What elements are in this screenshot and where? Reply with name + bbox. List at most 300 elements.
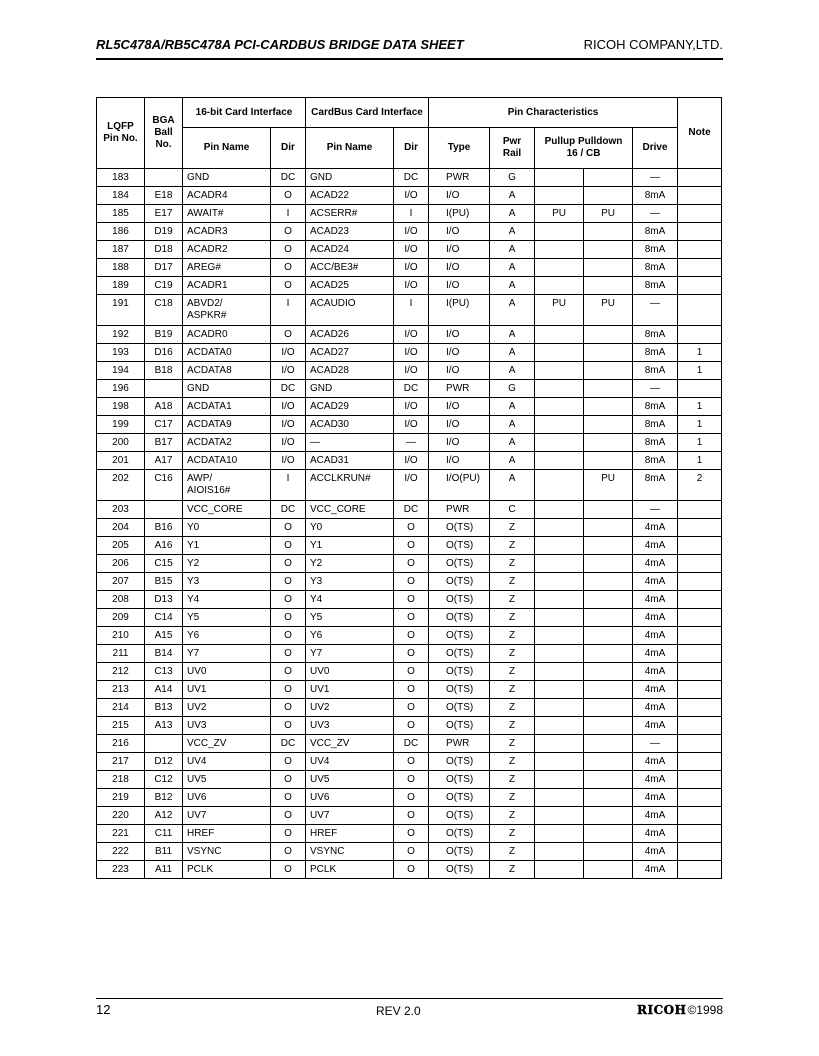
table-row xyxy=(97,295,722,326)
cell-bga: A11 xyxy=(145,861,183,879)
cell-pin-name-cb: ACAD28 xyxy=(306,362,394,380)
cell-lqfp: 221 xyxy=(97,825,145,843)
cell-pull-cb xyxy=(584,771,633,789)
cell-drive: 4mA xyxy=(633,843,678,861)
cell-pin-name-16: ACADR3 xyxy=(183,223,271,241)
table-row xyxy=(97,434,722,452)
header-lqfp: LQFP Pin No. xyxy=(97,98,145,169)
cell-drive: 4mA xyxy=(633,699,678,717)
cell-pwr-rail: Z xyxy=(490,771,535,789)
cell-drive: 8mA xyxy=(633,344,678,362)
cell-bga: A17 xyxy=(145,452,183,470)
cell-type: I/O xyxy=(429,187,490,205)
cell-dir-16: O xyxy=(271,663,306,681)
cell-type: O(TS) xyxy=(429,591,490,609)
cell-bga: B11 xyxy=(145,843,183,861)
cell-drive: 4mA xyxy=(633,753,678,771)
cell-type: I/O xyxy=(429,223,490,241)
cell-pwr-rail: Z xyxy=(490,753,535,771)
cell-pull-16 xyxy=(535,398,584,416)
cell-pin-name-16: ACADR1 xyxy=(183,277,271,295)
cell-dir-cb: DC xyxy=(394,380,429,398)
cell-drive: — xyxy=(633,169,678,187)
footer-copyright xyxy=(637,1003,723,1017)
cell-pwr-rail: G xyxy=(490,380,535,398)
cell-pwr-rail: A xyxy=(490,277,535,295)
table-row xyxy=(97,169,722,187)
table-row xyxy=(97,735,722,753)
cell-pwr-rail: Z xyxy=(490,861,535,879)
cell-pull-cb xyxy=(584,789,633,807)
cell-dir-cb: O xyxy=(394,717,429,735)
cell-dir-cb: O xyxy=(394,861,429,879)
cell-type: O(TS) xyxy=(429,753,490,771)
cell-note xyxy=(678,259,722,277)
cell-pin-name-16: UV7 xyxy=(183,807,271,825)
cell-drive: 4mA xyxy=(633,573,678,591)
cell-type: O(TS) xyxy=(429,789,490,807)
table-row xyxy=(97,362,722,380)
cell-dir-cb: O xyxy=(394,537,429,555)
cell-pull-16 xyxy=(535,344,584,362)
cell-dir-16: O xyxy=(271,277,306,295)
header-pin-characteristics: Pin Characteristics xyxy=(429,98,678,128)
cell-bga: C11 xyxy=(145,825,183,843)
cell-drive: — xyxy=(633,295,678,326)
header-pullup-pulldown: Pullup Pulldown 16 / CB xyxy=(535,128,633,169)
cell-bga: A13 xyxy=(145,717,183,735)
cell-pin-name-16: ACDATA0 xyxy=(183,344,271,362)
cell-dir-cb: O xyxy=(394,627,429,645)
cell-type: O(TS) xyxy=(429,843,490,861)
cell-type: I(PU) xyxy=(429,205,490,223)
table-row xyxy=(97,241,722,259)
cell-dir-16: I/O xyxy=(271,452,306,470)
cell-drive: 4mA xyxy=(633,609,678,627)
cell-bga: B13 xyxy=(145,699,183,717)
cell-type: I/O xyxy=(429,241,490,259)
table-row xyxy=(97,223,722,241)
cell-pull-16 xyxy=(535,699,584,717)
cell-pull-cb xyxy=(584,187,633,205)
cell-pin-name-cb: ACAD31 xyxy=(306,452,394,470)
cell-lqfp: 201 xyxy=(97,452,145,470)
cell-pull-16 xyxy=(535,825,584,843)
cell-dir-cb: O xyxy=(394,825,429,843)
cell-pull-cb xyxy=(584,681,633,699)
cell-pull-cb xyxy=(584,259,633,277)
cell-pull-cb xyxy=(584,169,633,187)
cell-pwr-rail: Z xyxy=(490,537,535,555)
cell-lqfp: 218 xyxy=(97,771,145,789)
cell-pull-cb xyxy=(584,573,633,591)
cell-dir-16: O xyxy=(271,645,306,663)
cell-note xyxy=(678,555,722,573)
cell-dir-cb: O xyxy=(394,807,429,825)
cell-dir-cb: O xyxy=(394,771,429,789)
cell-drive: 4mA xyxy=(633,555,678,573)
cell-lqfp: 206 xyxy=(97,555,145,573)
cell-pin-name-cb: PCLK xyxy=(306,861,394,879)
cell-note xyxy=(678,699,722,717)
cell-pull-cb xyxy=(584,609,633,627)
cell-dir-16: O xyxy=(271,519,306,537)
cell-dir-16: O xyxy=(271,555,306,573)
cell-type: O(TS) xyxy=(429,825,490,843)
cell-lqfp: 194 xyxy=(97,362,145,380)
cell-dir-16: O xyxy=(271,699,306,717)
cell-lqfp: 196 xyxy=(97,380,145,398)
cell-note xyxy=(678,591,722,609)
cell-type: I/O xyxy=(429,326,490,344)
cell-pin-name-cb: VCC_CORE xyxy=(306,501,394,519)
cell-pin-name-cb: Y5 xyxy=(306,609,394,627)
cell-dir-cb: I/O xyxy=(394,187,429,205)
cell-pull-cb xyxy=(584,398,633,416)
cell-note: 1 xyxy=(678,416,722,434)
cell-drive: 8mA xyxy=(633,326,678,344)
cell-type: O(TS) xyxy=(429,537,490,555)
cell-lqfp: 223 xyxy=(97,861,145,879)
cell-type: I/O xyxy=(429,452,490,470)
cell-pwr-rail: Z xyxy=(490,807,535,825)
cell-pull-cb xyxy=(584,591,633,609)
cell-pull-16 xyxy=(535,470,584,501)
cell-pull-16 xyxy=(535,519,584,537)
cell-pwr-rail: A xyxy=(490,259,535,277)
cell-type: O(TS) xyxy=(429,627,490,645)
cell-type: PWR xyxy=(429,735,490,753)
cell-pwr-rail: Z xyxy=(490,681,535,699)
cell-pwr-rail: C xyxy=(490,501,535,519)
cell-drive: 8mA xyxy=(633,416,678,434)
cell-drive: 4mA xyxy=(633,627,678,645)
header-cardbus-card: CardBus Card Interface xyxy=(306,98,429,128)
cell-pin-name-16: UV1 xyxy=(183,681,271,699)
cell-pull-cb xyxy=(584,735,633,753)
cell-pull-16 xyxy=(535,735,584,753)
cell-pin-name-16: Y2 xyxy=(183,555,271,573)
cell-pull-16 xyxy=(535,573,584,591)
cell-drive: — xyxy=(633,735,678,753)
cell-dir-16: DC xyxy=(271,169,306,187)
cell-pwr-rail: A xyxy=(490,223,535,241)
cell-pwr-rail: A xyxy=(490,434,535,452)
cell-pin-name-cb: VCC_ZV xyxy=(306,735,394,753)
cell-dir-cb: O xyxy=(394,519,429,537)
cell-pin-name-16: Y6 xyxy=(183,627,271,645)
cell-pin-name-16: HREF xyxy=(183,825,271,843)
cell-lqfp: 203 xyxy=(97,501,145,519)
cell-type: I/O xyxy=(429,277,490,295)
cell-drive: 4mA xyxy=(633,645,678,663)
cell-pin-name-16: Y7 xyxy=(183,645,271,663)
cell-pwr-rail: A xyxy=(490,295,535,326)
cell-pull-cb: PU xyxy=(584,295,633,326)
cell-note xyxy=(678,241,722,259)
cell-pull-16 xyxy=(535,259,584,277)
cell-pin-name-16: AWP/ AIOIS16# xyxy=(183,470,271,501)
cell-pwr-rail: Z xyxy=(490,573,535,591)
cell-pin-name-16: AWAIT# xyxy=(183,205,271,223)
cell-lqfp: 200 xyxy=(97,434,145,452)
cell-type: I(PU) xyxy=(429,295,490,326)
cell-type: PWR xyxy=(429,380,490,398)
table-row xyxy=(97,789,722,807)
cell-lqfp: 185 xyxy=(97,205,145,223)
cell-note xyxy=(678,681,722,699)
cell-type: O(TS) xyxy=(429,807,490,825)
cell-drive: — xyxy=(633,380,678,398)
cell-dir-cb: DC xyxy=(394,735,429,753)
cell-lqfp: 215 xyxy=(97,717,145,735)
cell-pin-name-16: ACDATA2 xyxy=(183,434,271,452)
cell-bga xyxy=(145,380,183,398)
cell-pull-cb xyxy=(584,627,633,645)
cell-bga: E17 xyxy=(145,205,183,223)
cell-dir-16: DC xyxy=(271,735,306,753)
cell-note xyxy=(678,735,722,753)
cell-pwr-rail: A xyxy=(490,326,535,344)
cell-dir-cb: O xyxy=(394,699,429,717)
cell-pwr-rail: Z xyxy=(490,627,535,645)
table-row xyxy=(97,537,722,555)
table-row xyxy=(97,470,722,501)
cell-pin-name-16: ACADR2 xyxy=(183,241,271,259)
revision-label: REV 2.0 xyxy=(376,1004,421,1018)
cell-type: PWR xyxy=(429,169,490,187)
cell-pin-name-cb: UV2 xyxy=(306,699,394,717)
cell-pwr-rail: A xyxy=(490,187,535,205)
header-pin-name-16: Pin Name xyxy=(183,128,271,169)
cell-pin-name-cb: ACAD23 xyxy=(306,223,394,241)
cell-bga: C19 xyxy=(145,277,183,295)
cell-dir-cb: I/O xyxy=(394,398,429,416)
cell-type: O(TS) xyxy=(429,609,490,627)
table-row xyxy=(97,501,722,519)
table-row xyxy=(97,663,722,681)
cell-dir-cb: O xyxy=(394,645,429,663)
cell-type: O(TS) xyxy=(429,861,490,879)
cell-type: O(TS) xyxy=(429,717,490,735)
cell-note xyxy=(678,753,722,771)
cell-note xyxy=(678,205,722,223)
cell-lqfp: 209 xyxy=(97,609,145,627)
cell-note xyxy=(678,380,722,398)
cell-pull-16: PU xyxy=(535,205,584,223)
cell-dir-16: O xyxy=(271,771,306,789)
cell-note xyxy=(678,295,722,326)
cell-dir-16: O xyxy=(271,573,306,591)
table-row xyxy=(97,717,722,735)
cell-pull-16 xyxy=(535,645,584,663)
header-pwr-rail: Pwr Rail xyxy=(490,128,535,169)
cell-pwr-rail: A xyxy=(490,241,535,259)
cell-bga: D16 xyxy=(145,344,183,362)
cell-dir-16: I xyxy=(271,470,306,501)
cell-drive: 4mA xyxy=(633,807,678,825)
cell-pin-name-16: VSYNC xyxy=(183,843,271,861)
cell-lqfp: 210 xyxy=(97,627,145,645)
cell-pwr-rail: Z xyxy=(490,735,535,753)
cell-note xyxy=(678,501,722,519)
cell-dir-16: O xyxy=(271,187,306,205)
cell-dir-cb: DC xyxy=(394,169,429,187)
cell-note xyxy=(678,537,722,555)
cell-dir-16: I/O xyxy=(271,434,306,452)
cell-drive: 4mA xyxy=(633,789,678,807)
cell-pwr-rail: Z xyxy=(490,663,535,681)
cell-bga: B16 xyxy=(145,519,183,537)
cell-lqfp: 188 xyxy=(97,259,145,277)
cell-drive: 4mA xyxy=(633,861,678,879)
table-row xyxy=(97,380,722,398)
cell-lqfp: 193 xyxy=(97,344,145,362)
cell-type: I/O xyxy=(429,416,490,434)
cell-pin-name-16: ABVD2/ ASPKR# xyxy=(183,295,271,326)
cell-note xyxy=(678,645,722,663)
page-number: 12 xyxy=(96,1002,111,1017)
cell-pull-16 xyxy=(535,753,584,771)
cell-type: O(TS) xyxy=(429,519,490,537)
cell-dir-16: O xyxy=(271,825,306,843)
cell-note xyxy=(678,843,722,861)
table-row xyxy=(97,609,722,627)
cell-pwr-rail: Z xyxy=(490,555,535,573)
cell-pin-name-16: GND xyxy=(183,169,271,187)
cell-dir-16: O xyxy=(271,326,306,344)
cell-dir-16: O xyxy=(271,627,306,645)
cell-drive: 4mA xyxy=(633,519,678,537)
cell-dir-16: O xyxy=(271,681,306,699)
cell-bga: B19 xyxy=(145,326,183,344)
cell-bga: C18 xyxy=(145,295,183,326)
footer-rule xyxy=(96,998,723,999)
table-row xyxy=(97,627,722,645)
cell-pull-16 xyxy=(535,380,584,398)
cell-dir-16: O xyxy=(271,537,306,555)
cell-pull-16 xyxy=(535,681,584,699)
cell-bga: C17 xyxy=(145,416,183,434)
cell-dir-16: O xyxy=(271,717,306,735)
table-row xyxy=(97,699,722,717)
cell-lqfp: 213 xyxy=(97,681,145,699)
cell-pin-name-cb: UV1 xyxy=(306,681,394,699)
cell-pull-cb xyxy=(584,434,633,452)
cell-dir-16: I xyxy=(271,295,306,326)
cell-bga: D19 xyxy=(145,223,183,241)
cell-dir-cb: I/O xyxy=(394,416,429,434)
cell-note xyxy=(678,663,722,681)
header-dir-16: Dir xyxy=(271,128,306,169)
cell-bga: A18 xyxy=(145,398,183,416)
pin-table-body xyxy=(97,169,722,879)
cell-drive: 8mA xyxy=(633,452,678,470)
cell-pull-16 xyxy=(535,434,584,452)
cell-pull-16 xyxy=(535,537,584,555)
header-pin-name-cb: Pin Name xyxy=(306,128,394,169)
cell-type: O(TS) xyxy=(429,645,490,663)
cell-pull-cb xyxy=(584,717,633,735)
cell-pull-16 xyxy=(535,717,584,735)
cell-dir-cb: — xyxy=(394,434,429,452)
cell-pin-name-16: UV0 xyxy=(183,663,271,681)
cell-dir-16: I/O xyxy=(271,398,306,416)
cell-drive: 8mA xyxy=(633,470,678,501)
cell-type: I/O xyxy=(429,362,490,380)
cell-bga: A16 xyxy=(145,537,183,555)
cell-pull-cb xyxy=(584,277,633,295)
pin-table xyxy=(96,97,722,879)
cell-note: 1 xyxy=(678,434,722,452)
cell-dir-cb: I/O xyxy=(394,344,429,362)
cell-pull-16 xyxy=(535,241,584,259)
cell-pin-name-16: UV5 xyxy=(183,771,271,789)
cell-pull-cb xyxy=(584,555,633,573)
cell-pin-name-cb: ACSERR# xyxy=(306,205,394,223)
cell-note: 2 xyxy=(678,470,722,501)
cell-pull-cb xyxy=(584,645,633,663)
cell-pull-16 xyxy=(535,187,584,205)
cell-lqfp: 208 xyxy=(97,591,145,609)
cell-pin-name-cb: Y3 xyxy=(306,573,394,591)
cell-pull-16 xyxy=(535,223,584,241)
cell-type: O(TS) xyxy=(429,573,490,591)
cell-pull-cb xyxy=(584,380,633,398)
table-row xyxy=(97,807,722,825)
cell-dir-cb: O xyxy=(394,591,429,609)
cell-pin-name-16: Y1 xyxy=(183,537,271,555)
cell-dir-cb: I/O xyxy=(394,326,429,344)
cell-pin-name-cb: UV5 xyxy=(306,771,394,789)
header-note: Note xyxy=(678,98,722,169)
table-row xyxy=(97,326,722,344)
table-row xyxy=(97,519,722,537)
cell-note: 1 xyxy=(678,398,722,416)
cell-pin-name-16: Y3 xyxy=(183,573,271,591)
table-row xyxy=(97,555,722,573)
cell-dir-cb: O xyxy=(394,681,429,699)
cell-pin-name-cb: ACAD27 xyxy=(306,344,394,362)
cell-lqfp: 204 xyxy=(97,519,145,537)
cell-bga xyxy=(145,735,183,753)
cell-pull-16 xyxy=(535,771,584,789)
cell-pwr-rail: A xyxy=(490,452,535,470)
cell-bga: B14 xyxy=(145,645,183,663)
cell-pin-name-cb: UV3 xyxy=(306,717,394,735)
cell-pull-16 xyxy=(535,452,584,470)
cell-pwr-rail: A xyxy=(490,416,535,434)
table-row xyxy=(97,573,722,591)
cell-pin-name-cb: ACAD25 xyxy=(306,277,394,295)
cell-pwr-rail: A xyxy=(490,398,535,416)
cell-dir-cb: O xyxy=(394,789,429,807)
cell-pwr-rail: A xyxy=(490,362,535,380)
cell-lqfp: 192 xyxy=(97,326,145,344)
cell-pull-cb xyxy=(584,241,633,259)
cell-dir-16: O xyxy=(271,807,306,825)
cell-pwr-rail: Z xyxy=(490,591,535,609)
cell-pull-cb xyxy=(584,501,633,519)
cell-pin-name-cb: VSYNC xyxy=(306,843,394,861)
cell-bga: C12 xyxy=(145,771,183,789)
cell-lqfp: 219 xyxy=(97,789,145,807)
cell-pwr-rail: Z xyxy=(490,789,535,807)
cell-pin-name-16: UV4 xyxy=(183,753,271,771)
cell-pin-name-cb: Y2 xyxy=(306,555,394,573)
cell-drive: 8mA xyxy=(633,223,678,241)
cell-pull-16 xyxy=(535,416,584,434)
